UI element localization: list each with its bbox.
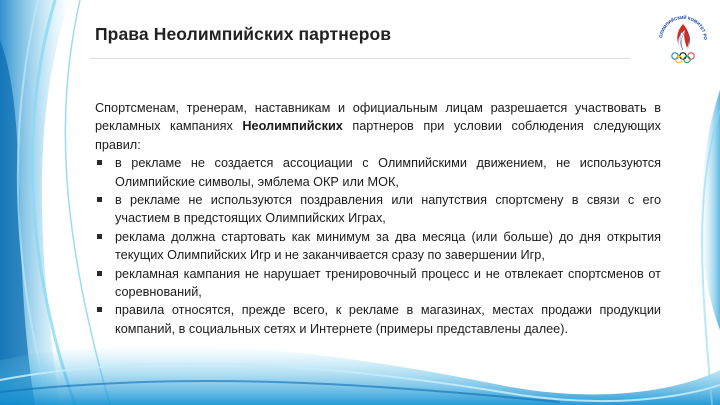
flame-white — [680, 32, 684, 50]
intro-paragraph — [95, 99, 661, 154]
list-item — [95, 228, 661, 265]
square-bullet-icon — [97, 307, 102, 312]
slide-body — [95, 99, 661, 338]
list-item — [95, 191, 661, 228]
square-bullet-icon — [97, 271, 102, 276]
list-item-text: правила относятся, прежде всего, к рекламе в магазинах, местах продажи продукции компаний, в социальных сетях и Интернете (примеры представлены далее). — [115, 303, 661, 336]
list-item-text: реклама должна стартовать как минимум за два месяца (или больше) до дня открытия текущих Олимпийских Игр и не заканчивается сразу по завершении Игр, — [115, 229, 661, 263]
list-item-text: рекламная кампания не нарушает тренировочный процесс и не отвлекает спортсменов от соревнований, — [115, 266, 661, 300]
square-bullet-icon — [97, 197, 102, 202]
list-item — [95, 301, 661, 338]
intro-bold-word: Неолимпийских — [242, 119, 343, 134]
flame-red — [677, 24, 689, 48]
slide-title: Права Неолимпийских партнеров — [95, 24, 392, 44]
olympic-committee-logo — [654, 10, 712, 70]
list-item — [95, 265, 661, 302]
rules-list — [95, 154, 661, 338]
title-divider — [90, 58, 630, 59]
square-bullet-icon — [97, 160, 102, 165]
list-item-text: в рекламе не используются поздравления или напутствия спортсмену в связи с его участием в предстоящих Олимпийских Играх, — [115, 193, 661, 226]
square-bullet-icon — [97, 234, 102, 239]
intro-text-start: Спортсменам, тренерам, наставникам и официальным лицам разрешается участвовать в рекламных кампаниях — [95, 101, 661, 134]
list-item — [95, 154, 661, 191]
olympic-rings-icon — [672, 53, 694, 63]
logo-arc-text: ОЛИМПИЙСКИЙ КОМИТЕТ РО — [658, 14, 709, 41]
intro-text-end: партнеров при условии соблюдения следующих правил: — [95, 119, 661, 152]
list-item-text: в рекламе не создается ассоциации с Олимпийскими движением, не используются Олимпийские символы, эмблема ОКР или МОК, — [115, 156, 661, 189]
